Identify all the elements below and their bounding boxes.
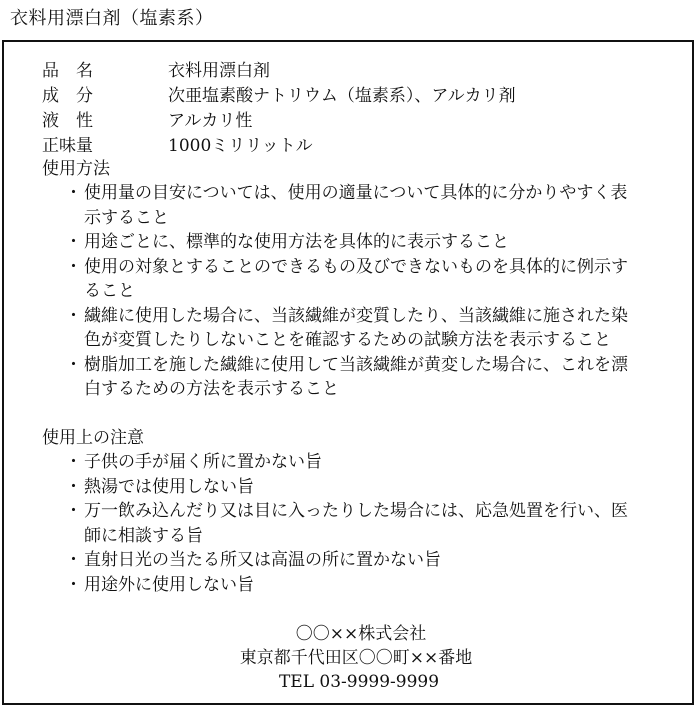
- spec-row-liquid-property: [42, 109, 516, 134]
- usage-section: [42, 157, 644, 402]
- list-item: [42, 499, 644, 548]
- list-item-text: 万一飲み込んだり又は目に入ったりした場合には、応急処置を行い、医師に相談する旨: [84, 501, 628, 546]
- company-name: 〇〇××株式会社: [295, 624, 427, 644]
- list-item: [42, 475, 644, 500]
- list-item: [42, 230, 644, 255]
- company-phone: TEL 03-9999-9999: [278, 672, 440, 692]
- company-info: [0, 622, 700, 694]
- spec-key: 液 性: [42, 111, 93, 131]
- cautions-list: [42, 450, 644, 597]
- bullet-icon: ・: [65, 256, 82, 277]
- spec-row-net-volume: [42, 134, 516, 159]
- list-item-text: 直射日光の当たる所又は高温の所に置かない旨: [84, 550, 441, 570]
- list-item: [42, 353, 644, 402]
- spec-row-ingredients: [42, 84, 516, 109]
- bullet-icon: ・: [65, 305, 82, 326]
- list-item: [42, 450, 644, 475]
- bullet-icon: ・: [65, 574, 82, 595]
- bullet-icon: ・: [65, 550, 82, 570]
- usage-heading: 使用方法: [42, 159, 110, 179]
- cautions-section: [42, 426, 644, 597]
- list-item: [42, 573, 644, 598]
- list-item-text: 用途ごとに、標準的な使用方法を具体的に表示すること: [84, 232, 509, 252]
- list-item-text: 使用量の目安については、使用の適量について具体的に分かりやすく表示すること: [84, 183, 628, 228]
- spec-value: 衣料用漂白剤: [168, 61, 270, 81]
- list-item-text: 繊維に使用した場合に、当該繊維が変質したり、当該繊維に施された染色が変質したりしないことを確認するための試験方法を表示すること: [84, 305, 628, 350]
- list-item: [42, 304, 644, 353]
- list-item: [42, 181, 644, 230]
- bullet-icon: ・: [65, 232, 82, 252]
- bullet-icon: ・: [65, 452, 82, 472]
- spec-key: 正味量: [42, 136, 93, 156]
- bullet-icon: ・: [65, 476, 82, 497]
- company-address: 東京都千代田区〇〇町××番地: [239, 648, 473, 668]
- list-item-text: 用途外に使用しない旨: [84, 574, 254, 595]
- spec-table: [42, 59, 516, 159]
- spec-value: アルカリ性: [168, 111, 253, 131]
- list-item-text: 子供の手が届く所に置かない旨: [84, 452, 322, 472]
- spec-value: 1000ミリリットル: [168, 136, 313, 156]
- bullet-icon: ・: [65, 183, 82, 203]
- spec-row-product-name: [42, 59, 516, 84]
- bullet-icon: ・: [65, 501, 82, 521]
- list-item: [42, 548, 644, 573]
- spec-key: 成 分: [42, 86, 93, 106]
- list-item: [42, 255, 644, 304]
- spec-key: 品 名: [42, 61, 93, 81]
- spec-value: 次亜塩素酸ナトリウム（塩素系）、アルカリ剤: [168, 86, 516, 106]
- bullet-icon: ・: [65, 354, 82, 375]
- usage-list: [42, 181, 644, 402]
- list-item-text: 熱湯では使用しない旨: [84, 476, 254, 497]
- document-title: 衣料用漂白剤（塩素系）: [10, 8, 214, 29]
- list-item-text: 使用の対象とすることのできるもの及びできないものを具体的に例示すること: [84, 256, 628, 301]
- cautions-heading: 使用上の注意: [42, 428, 144, 448]
- list-item-text: 樹脂加工を施した繊維に使用して当該繊維が黄変した場合に、これを漂白するための方法を表示すること: [84, 354, 628, 399]
